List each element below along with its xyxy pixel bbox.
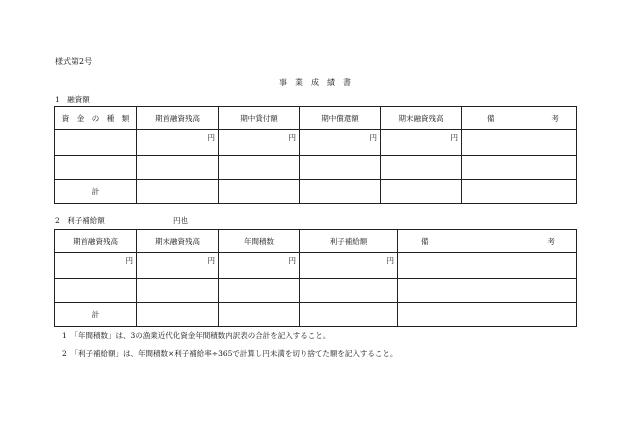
- cell-empty: [55, 156, 137, 180]
- col-loans-during-period: 期中貸付額: [219, 107, 300, 130]
- remarks-label-1: 備: [421, 236, 429, 246]
- section2-heading: 2 利子補給額: [55, 216, 105, 225]
- col-annual-product-sum: 年間積数: [219, 230, 300, 253]
- cell-unit: 円: [300, 253, 398, 279]
- col-opening-balance: 期首融資残高: [137, 107, 219, 130]
- col-interest-subsidy-amount: 利子補給額: [300, 230, 398, 253]
- cell-empty: [300, 303, 398, 327]
- total-label: 計: [55, 180, 137, 204]
- cell-empty: [462, 180, 577, 204]
- col-fund-type: 資 金 の 種 類: [55, 107, 137, 130]
- col-remarks: [398, 230, 577, 253]
- col-closing-balance: 期末融資残高: [381, 107, 462, 130]
- table-header-row: [55, 230, 577, 253]
- col-opening-balance: 期首融資残高: [55, 230, 137, 253]
- cell-empty: [137, 279, 219, 303]
- cell-empty: [219, 303, 300, 327]
- col-closing-balance: 期末融資残高: [137, 230, 219, 253]
- cell-empty: [398, 253, 577, 279]
- cell-unit: 円: [137, 130, 219, 156]
- cell-empty: [137, 303, 219, 327]
- remarks-label-2: 考: [547, 236, 555, 246]
- cell-empty: [462, 156, 577, 180]
- form-number: 様式第2号: [55, 57, 93, 66]
- cell-unit: 円: [300, 130, 381, 156]
- table-row: [55, 130, 577, 156]
- cell-empty: [219, 156, 300, 180]
- table-row: [55, 253, 577, 279]
- col-repayments-during-period: 期中償還額: [300, 107, 381, 130]
- col-remarks: [462, 107, 577, 130]
- cell-empty: [137, 180, 219, 204]
- note-1: 1 「年間積数」は、3の漁業近代化資金年間積数内訳表の合計を記入すること。: [62, 331, 331, 340]
- document-title: 事 業 成 績 書: [279, 78, 351, 87]
- table-row: [55, 279, 577, 303]
- cell-empty: [55, 279, 137, 303]
- table-total-row: [55, 180, 577, 204]
- note-2: 2 「利子補給額」は、年間積数×利子補給率÷365で計算し円未満を切り捨てた額を記入すること。: [62, 349, 398, 358]
- loan-amount-table: [54, 106, 577, 204]
- cell-unit: 円: [381, 130, 462, 156]
- interest-subsidy-table: [54, 229, 577, 327]
- cell-unit: 円: [55, 253, 137, 279]
- table-header-row: [55, 107, 577, 130]
- cell-empty: [137, 156, 219, 180]
- cell-unit: 円: [219, 130, 300, 156]
- cell-empty: [398, 279, 577, 303]
- table-row: [55, 156, 577, 180]
- cell-empty: [219, 279, 300, 303]
- table-total-row: [55, 303, 577, 327]
- cell-empty: [381, 180, 462, 204]
- remarks-label-1: 備: [487, 113, 495, 123]
- total-label: 計: [55, 303, 137, 327]
- section1-heading: 1 融資額: [55, 95, 90, 104]
- cell-empty: [219, 180, 300, 204]
- cell-empty: [462, 130, 577, 156]
- cell-empty: [300, 180, 381, 204]
- remarks-label-2: 考: [551, 113, 559, 123]
- cell-unit: 円: [137, 253, 219, 279]
- cell-empty: [381, 156, 462, 180]
- interest-subsidy-amount-unit: 円也: [173, 216, 188, 225]
- cell-empty: [55, 130, 137, 156]
- cell-empty: [300, 279, 398, 303]
- cell-unit: 円: [219, 253, 300, 279]
- cell-empty: [398, 303, 577, 327]
- cell-empty: [300, 156, 381, 180]
